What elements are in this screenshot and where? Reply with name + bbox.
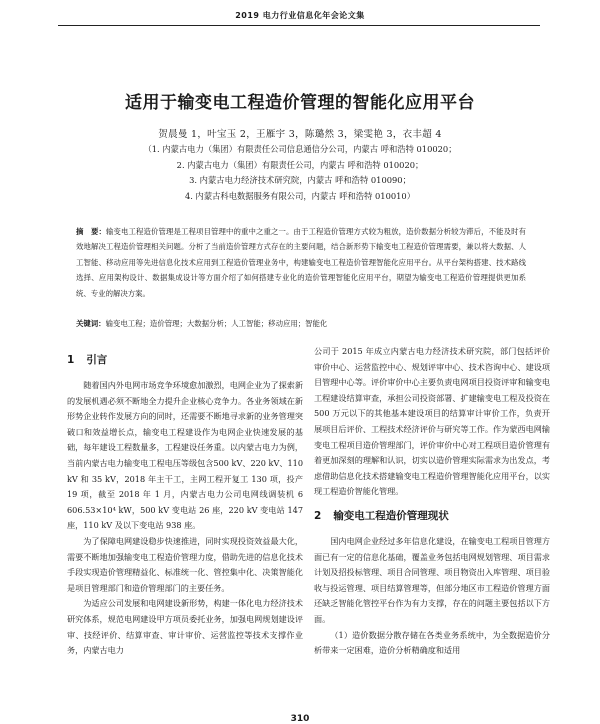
header-rule — [58, 25, 540, 26]
affiliation-line: 4. 内蒙古科电数据服务有限公司，内蒙古 呼和浩特 010010） — [184, 190, 416, 201]
body-paragraph: 为了保障电网建设稳步快速推进，同时实现投资效益最大化，需要不断地加强输变电工程造价管理力度，借助先进的信息化技术手段实现造价管理精益化、标准统一化、管控集中化、决策智能化是项目管理部门和造价管理部门的主要任务。 — [67, 535, 303, 593]
body-paragraph: 为适应公司发展和电网建设新形势，构建一体化电力经济技术研究体系，规范电网建设甲方项员委托业务，加强电网规划建设评审、技经评价、结算审查、审计审价、运营监控等技术支撑作业务，内蒙古电力 — [67, 598, 303, 656]
section-title: 引言 — [86, 354, 108, 366]
keywords-text: 输变电工程；造价管理；大数据分析；人工智能；移动应用；智能化 — [105, 319, 328, 328]
keywords-label: 关键词： — [76, 319, 106, 328]
affiliation-line: 2. 内蒙古电力（集团）有限责任公司，内蒙古 呼和浩特 010020； — [176, 159, 424, 170]
paper-title: 适用于输变电工程造价管理的智能化应用平台 — [125, 93, 475, 113]
section-heading — [67, 352, 303, 368]
left-column — [67, 344, 303, 659]
abstract — [76, 224, 526, 301]
affiliation-line: 3. 内蒙古电力经济技术研究院，内蒙古 呼和浩特 010090； — [189, 175, 411, 185]
page-number: 310 — [290, 714, 310, 724]
running-head: 2019 电力行业信息化年会论文集 — [235, 11, 365, 20]
body-paragraph: 国内电网企业经过多年信息化建设，在输变电工程项目管理方面已有一定的信息化基础，覆盖业务包括电网规划管理、项目需求计划及招投标管理、项目合同管理、项目物资出入库管理、项目验收与投运管理、项目结算管理等，但部分地区市工程造价管理方面还缺乏智能化管控平台作为有力支撑，存在的问题主要包括以下方面。 — [314, 535, 550, 624]
author-list: 贺晨曼 1，叶宝玉 2，王雁宇 3，陈璐然 3，梁雯艳 3，衣丰超 4 — [158, 129, 442, 140]
section-title: 输变电工程造价管理现状 — [333, 509, 449, 522]
section-heading — [314, 508, 550, 524]
body-paragraph: （1）造价数据分散存储在各类业务系统中，为全数据造价分析带来一定困难，造价分析精确度和适用 — [314, 629, 550, 656]
abstract-label: 摘 要： — [76, 227, 107, 236]
body-paragraph: 公司于 2015 年成立内蒙古电力经济技术研究院，部门包括评价审价中心、运营监控中心、规划评审中心、技术咨询中心、建设项目管理中心等。评价审价中心主要负责电网项目投资评审和输变电工程建设结算审查，承担公司投资部署、扩建输变电工程及投资在 500 万元以下的其他基本建设项目的结算审计审价工作，负责开展项目后评价、工程技术经济评价与研究等工作。作为蒙西电网输变电工程项目造价管理部门，评价审价中心对工程项目造价管理有着更加深刻的理解和认识，切实以造价管理实际需求为出发点，考虑借助信息化技术搭建输变电工程造价管理智能化应用平台，以实现工程造价智能化管理。 — [314, 346, 550, 497]
section-number: 2 — [314, 509, 322, 522]
body-paragraph: 随着国内外电网市场竞争环境愈加激烈，电网企业为了探索新的发展机遇必须不断地全力提升企业核心竞争力。各业务领域在新形势企业转作发展方向的同时，还需要不断地寻求新的业务管理突破口和效益增长点，输变电工程建设作为电网企业快速发展的基础，每年建设工程数量多，工程建设任务重。以内蒙古电力为例，当前内蒙古电力输变电工程电压等级包含500 kV、220 kV、110 kV 和 35 kV，2018 年主干工，主网工程开复工 130 项，投产 19 项，截至 2018 年 1 月，内蒙古电力公司电网线调装机 6 606.53×10⁴ kW，500 kV 变电站 26 座，220 kV 变电站 147 座，110 kV 及以下变电站 938 座。 — [67, 380, 303, 531]
abstract-text: 输变电工程造价管理是工程项目管理中的重中之重之一。由于工程造价管理方式较为粗放，造价数据分析较为滞后，不能及时有效地解决工程造价管理相关问题。分析了当前造价管理方式存在的主要问题，结合新形势下输变电工程造价管理需要，兼以将大数据、人工智能、移动应用等先进信息化技术应用到工程造价管理业务中，构建输变电工程造价管理智能化应用平台。从平台架构搭建、技术路线选择、应用架构设计、数据集成设计等方面介绍了如何搭建专业化的造价管理智能化应用平台，期望为输变电工程造价管理提供更加系统、专业的解决方案。 — [76, 227, 526, 298]
keywords — [76, 316, 526, 331]
right-column — [314, 344, 550, 659]
affiliation-list — [0, 142, 600, 204]
section-number: 1 — [67, 354, 75, 366]
affiliation-line: （1. 内蒙古电力（集团）有限责任公司信息通信分公司，内蒙古 呼和浩特 010020； — [143, 144, 457, 154]
